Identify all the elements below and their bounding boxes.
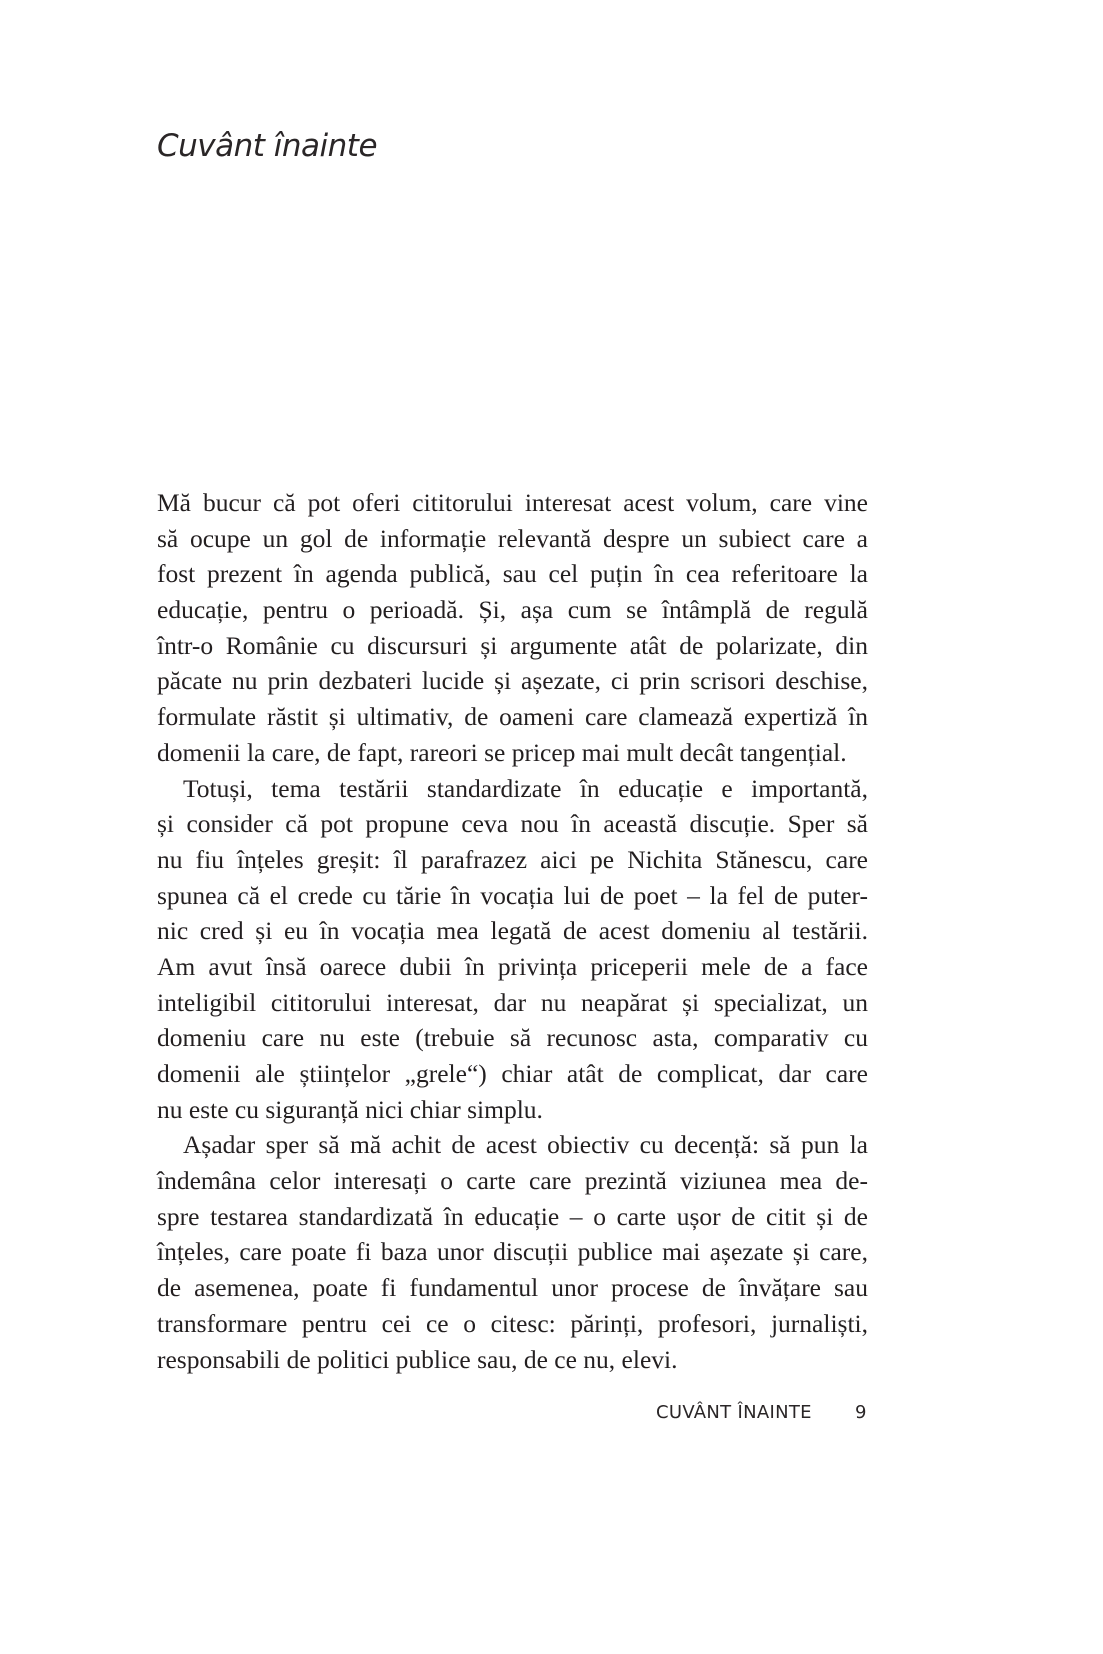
paragraph — [157, 485, 868, 771]
text-line: domenii ale științelor „grele“) chiar atât de complicat, dar care — [157, 1059, 868, 1088]
text-line: de asemenea, poate fi fundamentul unor procese de învățare sau — [157, 1273, 868, 1303]
text-line: fost prezent în agenda publică, sau cel puțin în cea referitoare la — [157, 559, 868, 589]
text-line: domeniu care nu este (trebuie să recunosc asta, comparativ cu — [157, 1023, 868, 1053]
text-line: înțeles, care poate fi baza unor discuții publice mai așezate și care, — [157, 1237, 868, 1267]
paragraph — [157, 771, 868, 1128]
text-line: nic cred și eu în vocația mea legată de acest domeniu al testării. — [157, 916, 868, 946]
text-line: nu fiu înțeles greșit: îl parafrazez aici pe Nichita Stănescu, care — [157, 844, 868, 874]
text-line: Așadar sper să mă achit de acest obiectiv cu decență: să pun la — [183, 1130, 868, 1160]
text-line: inteligibil cititorului interesat, dar nu neapărat și specializat, un — [157, 987, 868, 1017]
text-line: transformare pentru cei ce o citesc: părinți, profesori, jurnaliști, — [157, 1308, 868, 1338]
text-line: Mă bucur că pot oferi cititorului interesat acest volum, care vine — [157, 488, 868, 517]
text-line: Totuși, tema testării standardizate în educație e importantă, — [183, 773, 868, 803]
text-line: îndemâna celor interesați o carte care prezintă viziunea mea de- — [157, 1166, 868, 1196]
text-line: educație, pentru o perioadă. Și, așa cum se întâmplă de regulă — [157, 595, 868, 625]
text-line: să ocupe un gol de informație relevantă despre un subiect care a — [157, 523, 868, 553]
chapter-title: Cuvânt înainte — [157, 128, 378, 164]
text-line: formulate răstit și ultimativ, de oameni care clamează expertiză în — [157, 702, 868, 732]
text-line: păcate nu prin dezbateri lucide și așezate, ci prin scrisori deschise, — [157, 666, 868, 696]
text-line: spre testarea standardizată în educație – o carte ușor de citit și de — [157, 1201, 868, 1231]
text-line: nu este cu siguranță nici chiar simplu. — [157, 1094, 543, 1124]
body-text — [157, 485, 868, 1377]
text-line: responsabili de politici publice sau, de ce nu, elevi. — [157, 1344, 678, 1374]
text-line: spunea că el crede cu tărie în vocația lui de poet – la fel de puter- — [157, 880, 868, 910]
text-line: Am avut însă oarece dubii în privința priceperii mele de a face — [157, 951, 868, 981]
text-line: într-o Românie cu discursuri și argumente atât de polarizate, din — [157, 630, 868, 660]
paragraph — [157, 1127, 868, 1377]
text-line: domenii la care, de fapt, rareori se pricep mai mult decât tangențial. — [157, 737, 847, 767]
running-head: CUVÂNT ÎNAINTE — [656, 1402, 812, 1423]
text-line: și consider că pot propune ceva nou în această discuție. Sper să — [157, 809, 868, 839]
page-number: 9 — [855, 1402, 867, 1423]
